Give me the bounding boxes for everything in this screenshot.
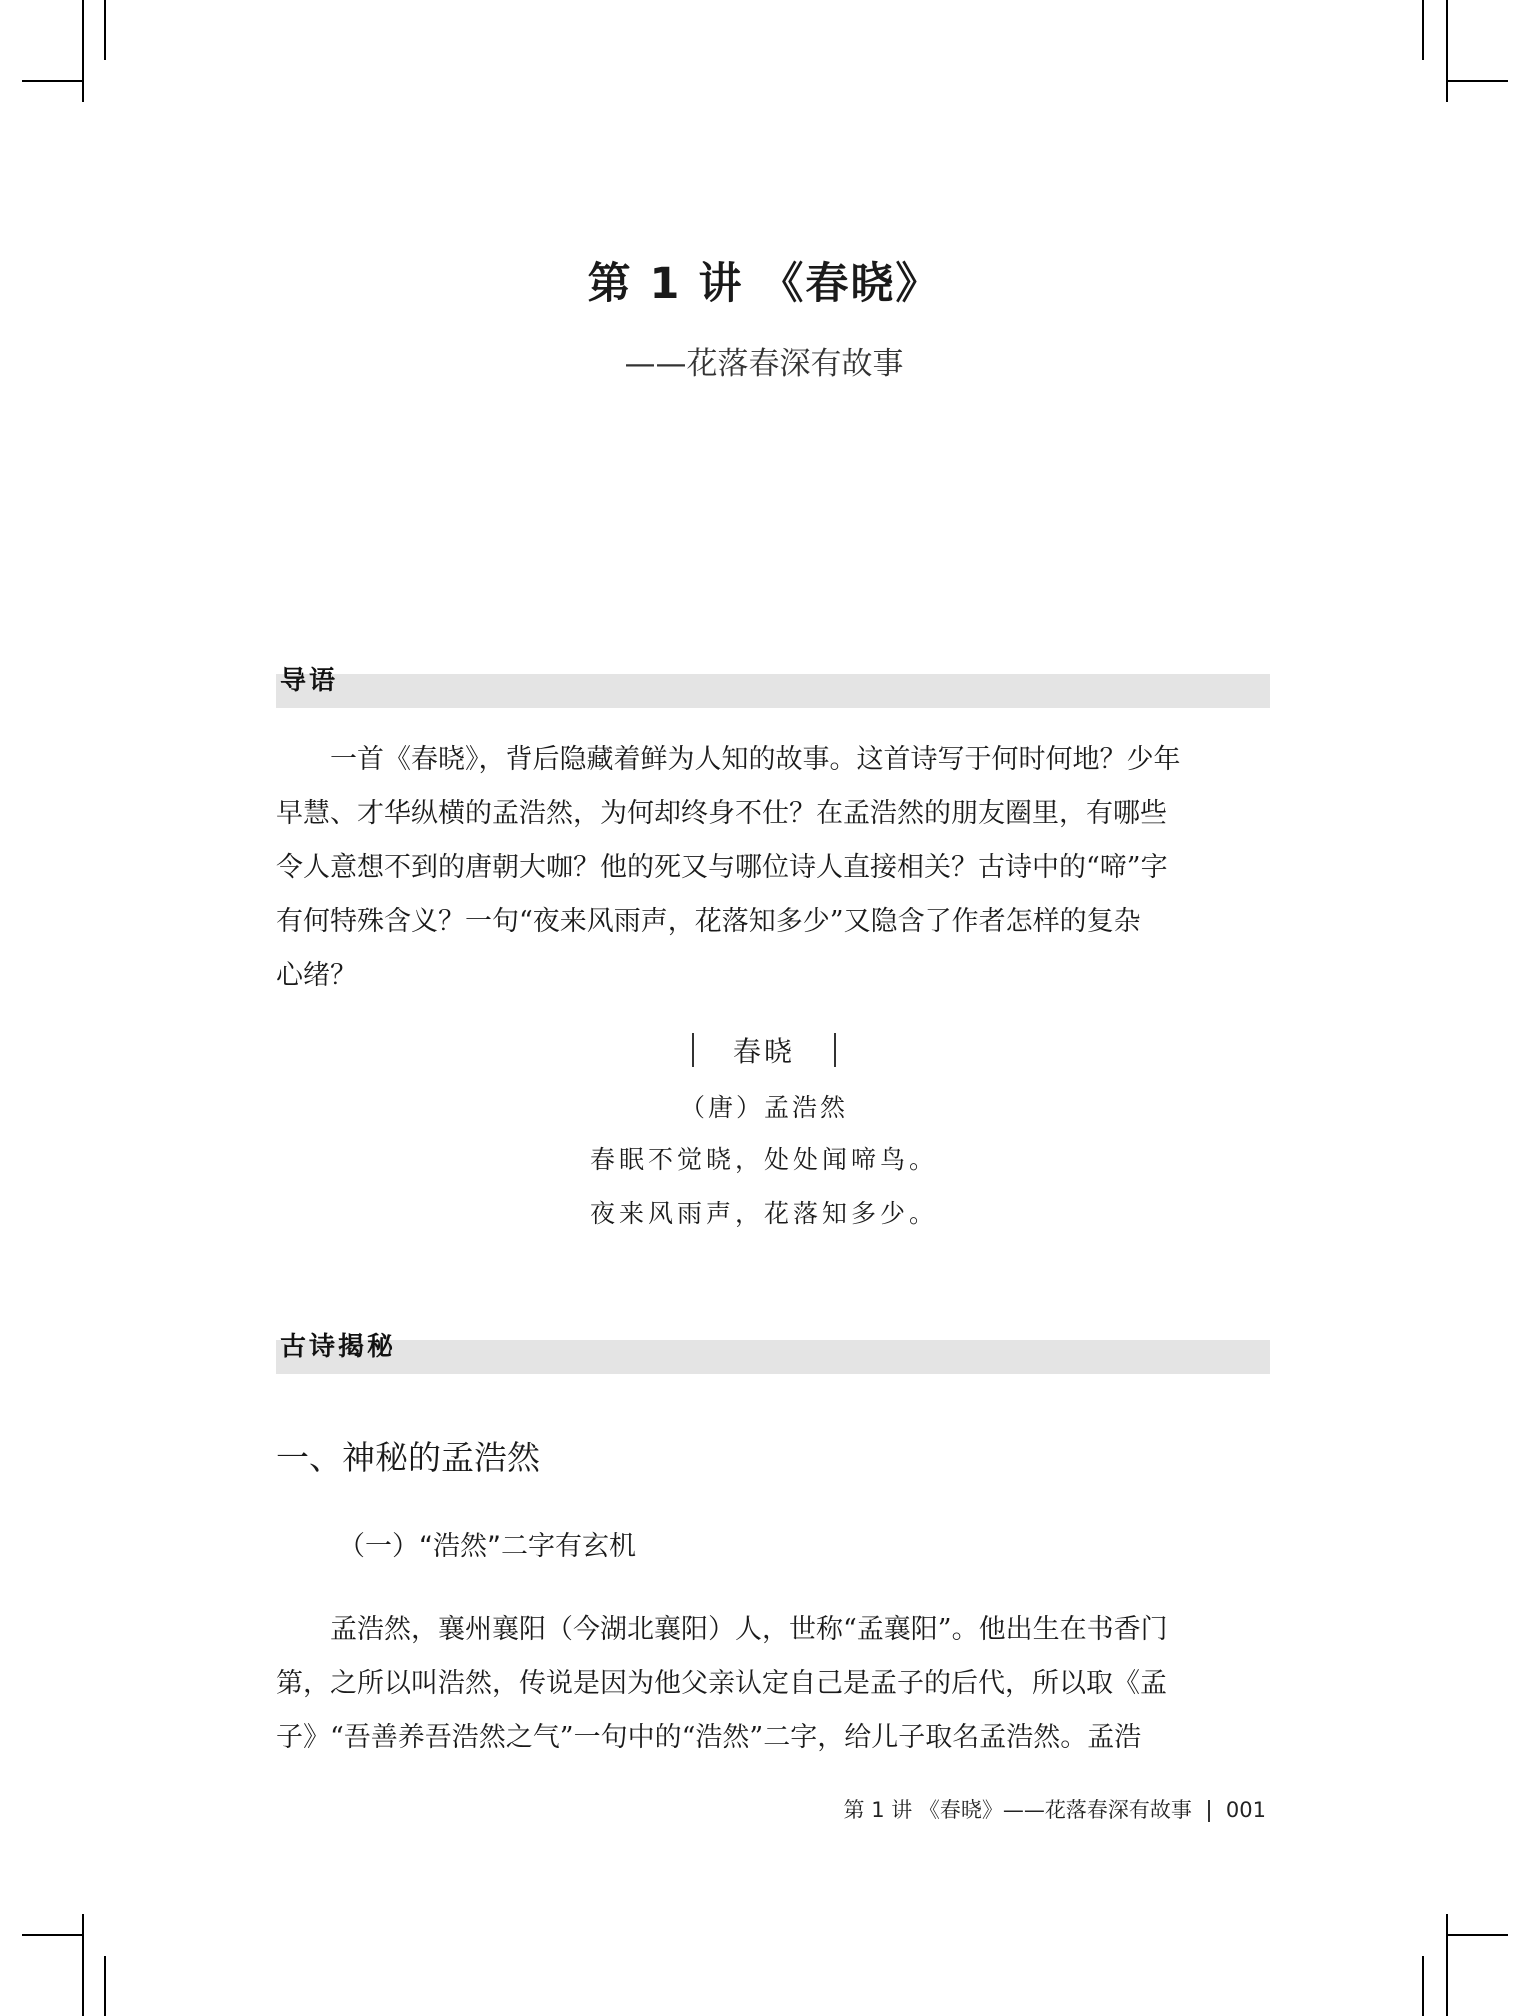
crop-mark	[104, 0, 106, 60]
section-label-secret: 古诗揭秘	[280, 1332, 397, 1362]
text-line: 子》“吾善养吾浩然之气”一句中的“浩然”二字，给儿子取名孟浩然。孟浩	[276, 1722, 1142, 1753]
chapter-subtitle: ——花落春深有故事	[624, 346, 904, 382]
text-line: 孟浩然，襄州襄阳（今湖北襄阳）人，世称“孟襄阳”。他出生在书香门	[330, 1614, 1168, 1645]
crop-mark	[22, 80, 84, 82]
divider	[834, 1033, 836, 1067]
crop-mark	[104, 1956, 106, 2016]
poem-title-block	[0, 1030, 1528, 1070]
divider	[1208, 1800, 1210, 1822]
crop-mark	[82, 1914, 84, 2016]
crop-mark	[1446, 0, 1448, 102]
crop-mark	[1422, 0, 1424, 60]
divider	[692, 1033, 694, 1067]
crop-mark	[1446, 1934, 1508, 1936]
poem-title: 春晓	[732, 1035, 795, 1068]
text-line: 早慧、才华纵横的孟浩然，为何却终身不仕？在孟浩然的朋友圈里，有哪些	[276, 798, 1167, 829]
text-line: 令人意想不到的唐朝大咖？他的死又与哪位诗人直接相关？古诗中的“啼”字	[276, 852, 1168, 883]
body-paragraph	[276, 1603, 1270, 1765]
page-number: 001	[1225, 1798, 1266, 1822]
poem-line: 夜来风雨声，花落知多少。	[589, 1199, 938, 1228]
page-footer	[844, 1794, 1266, 1824]
running-title: 第 1 讲 《春晓》——花落春深有故事	[843, 1798, 1192, 1822]
subsection-heading: （一）“浩然”二字有玄机	[338, 1531, 636, 1562]
chapter-title: 第 1 讲 《春晓》	[587, 259, 941, 309]
crop-mark	[1446, 80, 1508, 82]
text-line: 有何特殊含义？一句“夜来风雨声，花落知多少”又隐含了作者怎样的复杂	[276, 906, 1141, 937]
crop-mark	[1446, 1914, 1448, 2016]
section-bar-intro	[276, 674, 1270, 708]
section-label-intro: 导语	[280, 666, 339, 696]
text-line: 心绪？	[276, 960, 357, 991]
section-heading: 一、神秘的孟浩然	[276, 1438, 540, 1477]
intro-paragraph	[276, 733, 1270, 1003]
poem-author: （唐）孟浩然	[679, 1093, 848, 1122]
text-line: 一首《春晓》，背后隐藏着鲜为人知的故事。这首诗写于何时何地？少年	[330, 744, 1181, 775]
crop-mark	[22, 1934, 84, 1936]
crop-mark	[1422, 1956, 1424, 2016]
section-bar-secret	[276, 1340, 1270, 1374]
poem-line: 春眠不觉晓，处处闻啼鸟。	[589, 1145, 938, 1174]
text-line: 第，之所以叫浩然，传说是因为他父亲认定自己是孟子的后代，所以取《孟	[276, 1668, 1167, 1699]
crop-mark	[82, 0, 84, 102]
